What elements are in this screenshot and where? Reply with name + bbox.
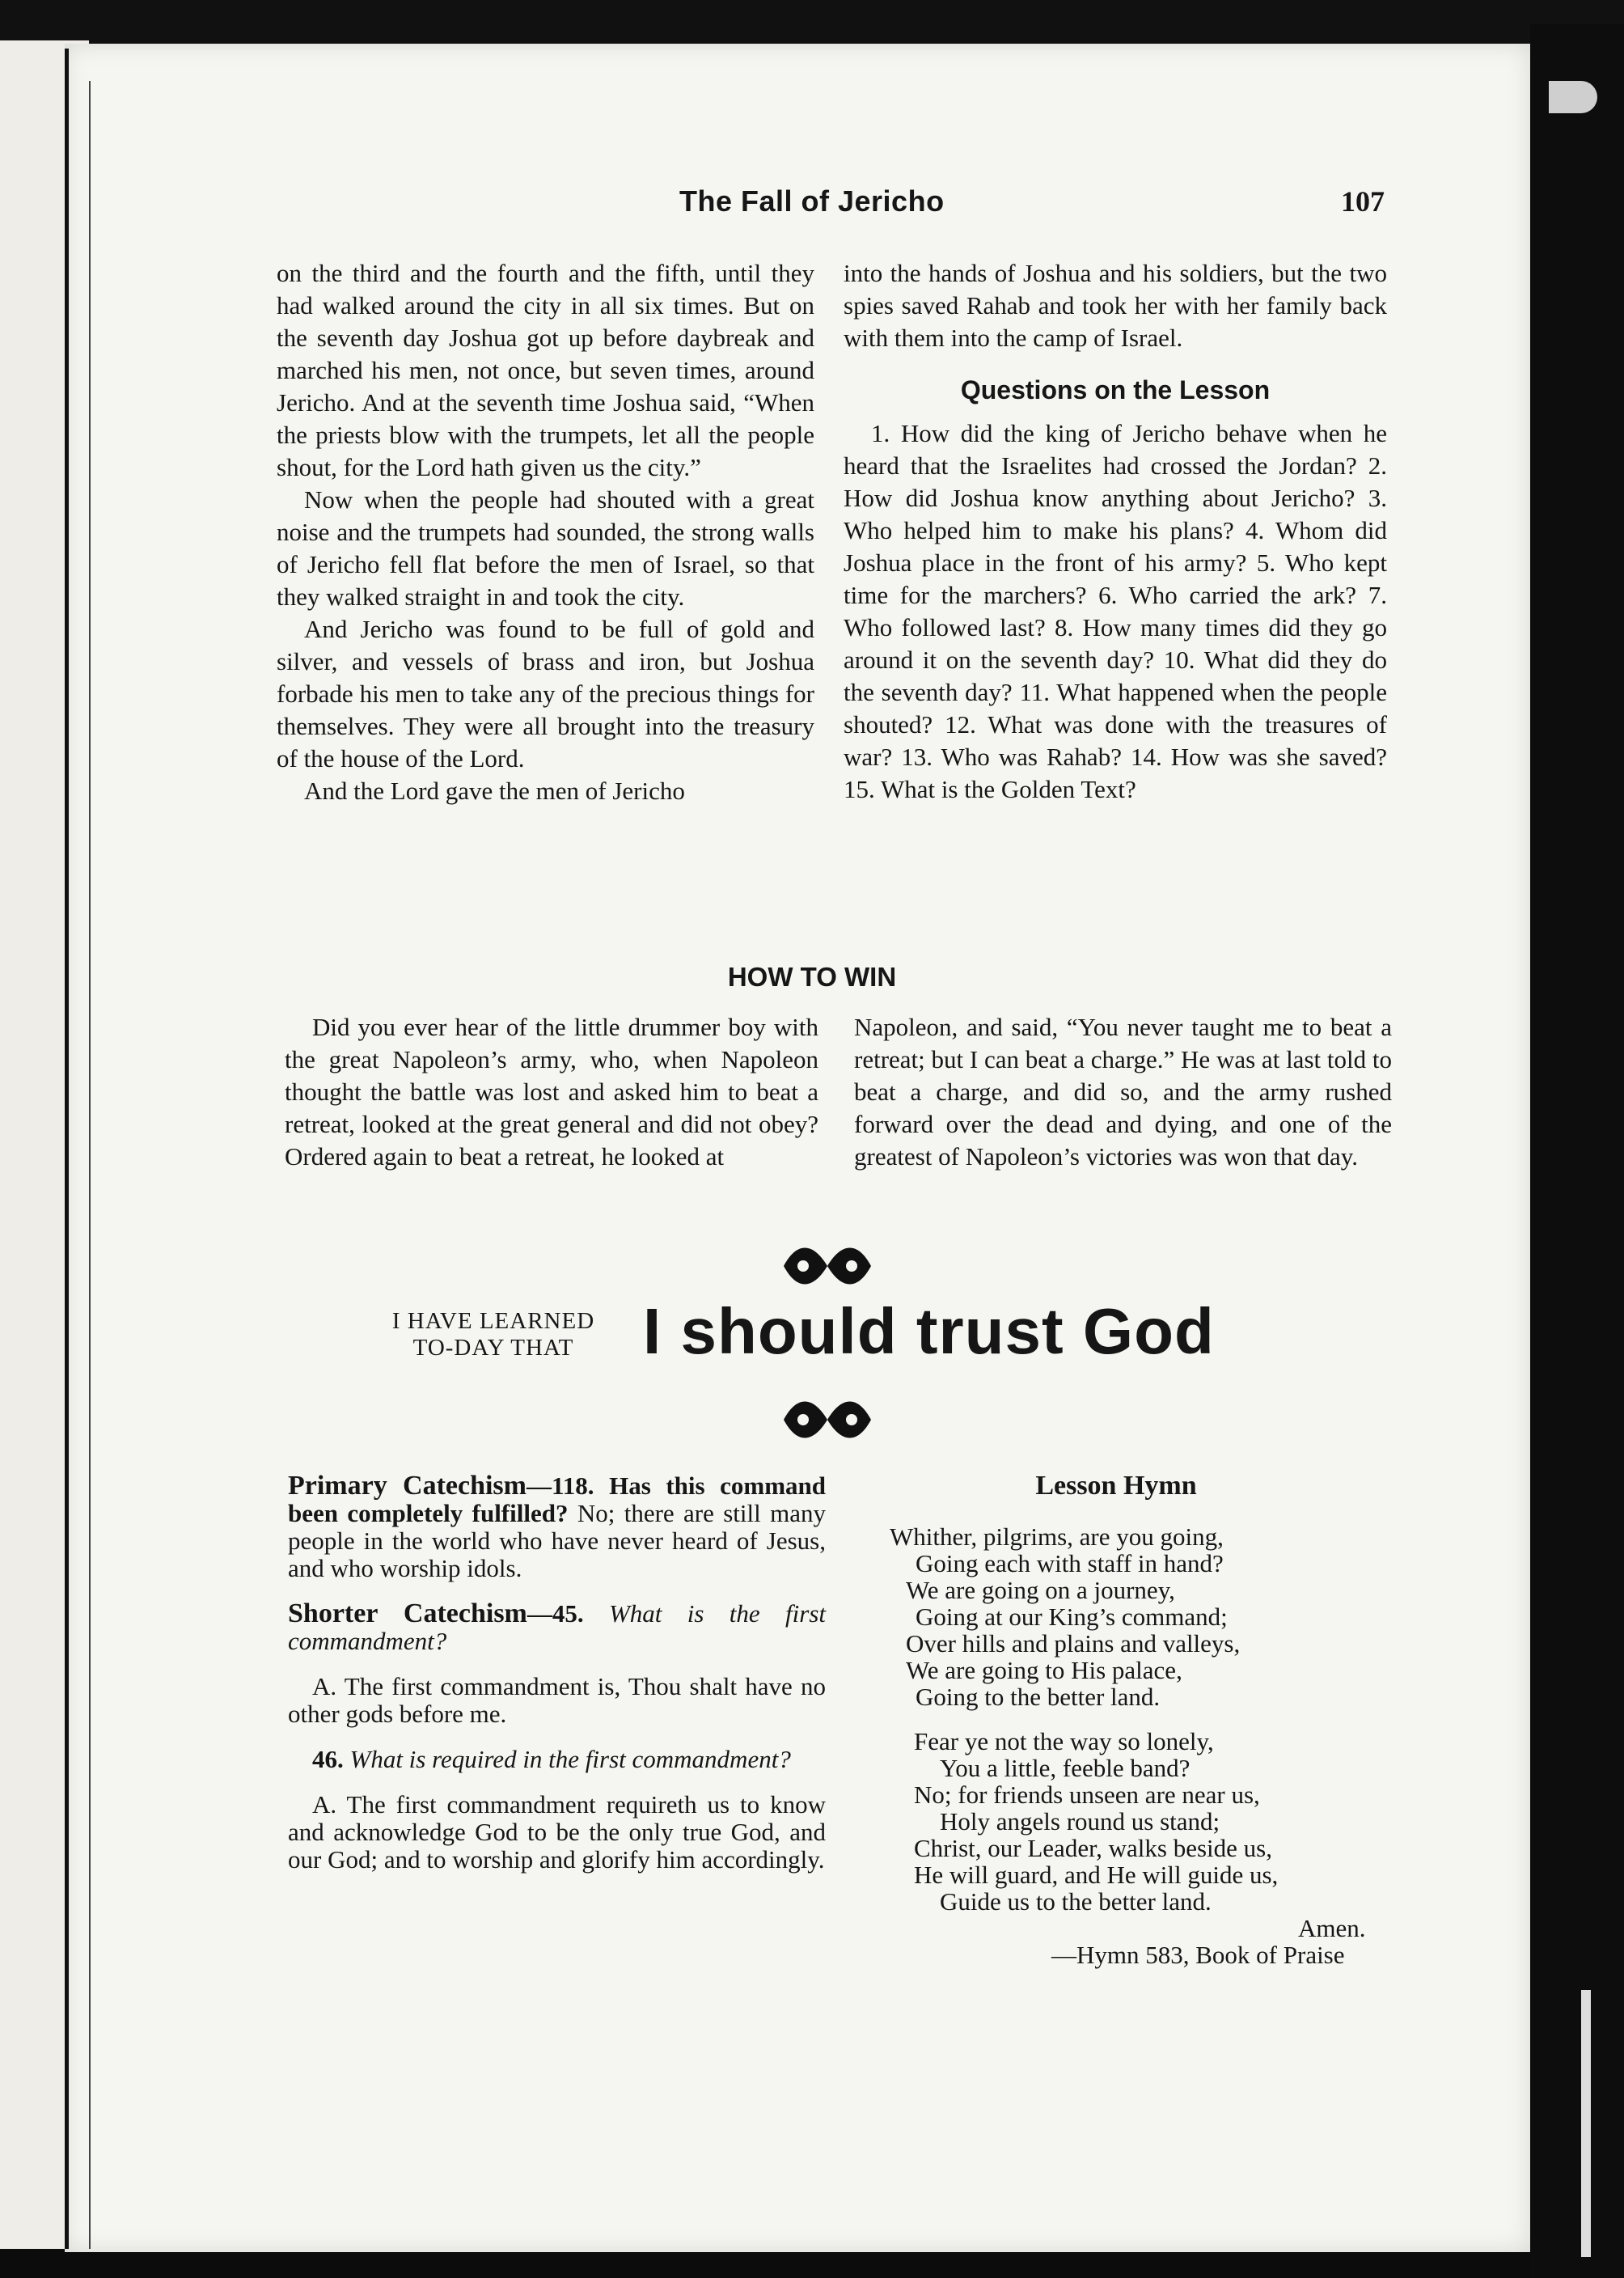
page-header bbox=[0, 184, 1624, 233]
hymn-line: Going to the better land. bbox=[916, 1683, 1161, 1711]
story-paragraph: Did you ever hear of the little drummer boy with the great Napoleon’s army, who, when Napoleon thought the battle was lost and asked him to beat a retreat, looked at the great general and did not obey? Ordered again to beat a retreat, he looked at bbox=[285, 1013, 818, 1171]
question-number: —45. bbox=[527, 1599, 584, 1628]
story-paragraph: Napoleon, and said, “You never taught me to beat a retreat; but I can beat a charge.” He was at last told to beat a charge, and did so, and the army rushed forward over the dead and dying, and one of the greatest of Napoleon’s victories was won that day. bbox=[854, 1013, 1392, 1171]
questions-text: 1. How did the king of Jericho behave when he heard that the Israelites had crossed the Jordan? 2. How did Joshua know anything about Jericho? 3. Who helped him to make his plans? 4. Whom did Joshua place in the front of his army? 5. Who kept time for the marchers? 6. Who carried the ark? 7. Who followed last? 8. How many times did they go around it on the seventh day? 10. What did they do the seventh day? 11. What happened when the people shouted? 12. What was done with the treasures of war? 13. Who was Rahab? 14. How was she saved? 15. What is the Golden Text? bbox=[844, 419, 1387, 803]
hymn-line: Fear ye not the way so lonely, bbox=[914, 1727, 1214, 1755]
primary-catechism-label: Primary Catechism bbox=[288, 1471, 527, 1501]
learned-statement: I should trust God bbox=[643, 1295, 1215, 1367]
answer-text: A. The first commandment requireth us to know and acknowledge God to be the only true God, and our God; and to worship and glorify him accordingly. bbox=[288, 1790, 826, 1874]
questions-heading: Questions on the Lesson bbox=[960, 375, 1271, 404]
shorter-catechism-q45 bbox=[288, 1600, 826, 1655]
lesson-paragraph: on the third and the fourth and the fifth, until they had walked around the city in all six times. But on the seventh day Joshua got up before daybreak and marched his men, not once, but seven times, around Jericho. And at the seventh time Joshua said, “When the priests blow with the trumpets, let all the people shout, for the Lord hath given us the city.” bbox=[277, 259, 814, 481]
hymn-line: Holy angels round us stand; bbox=[940, 1807, 1220, 1836]
ornament-icon bbox=[779, 1391, 876, 1448]
question-text: What is required in the first commandment? bbox=[349, 1745, 791, 1773]
hymn-line: Guide us to the better land. bbox=[940, 1887, 1212, 1916]
primary-catechism-question: —118. Has this command been completely fulfilled? bbox=[288, 1471, 826, 1527]
lesson-paragraph: into the hands of Joshua and his soldiers, but the two spies saved Rahab and took her with her family back with them into the camp of Israel. bbox=[844, 259, 1387, 352]
hymn-line: We are going to His palace, bbox=[906, 1656, 1182, 1684]
hymn-line: Whither, pilgrims, are you going, bbox=[890, 1522, 1224, 1551]
ornament-icon bbox=[779, 1238, 876, 1294]
catechism-section bbox=[288, 1472, 826, 1874]
lesson-hymn bbox=[890, 1472, 1407, 1968]
page-title: The Fall of Jericho bbox=[679, 184, 945, 218]
story-left-column bbox=[285, 1011, 818, 1173]
how-to-win-heading: HOW TO WIN bbox=[727, 962, 897, 992]
hymn-line: Over hills and plains and valleys, bbox=[906, 1629, 1241, 1658]
learned-label bbox=[360, 1308, 627, 1361]
scan-right-edge bbox=[1530, 24, 1624, 2278]
primary-catechism bbox=[288, 1472, 826, 1582]
hymn-line: We are going on a journey, bbox=[906, 1576, 1175, 1604]
hymn-amen: Amen. bbox=[1298, 1914, 1366, 1942]
binding-line-inner bbox=[89, 81, 91, 2249]
hymn-credit: —Hymn 583, Book of Praise bbox=[1051, 1941, 1345, 1969]
lesson-paragraph: And Jericho was found to be full of gold and silver, and vessels of brass and iron, but Joshua forbade his men to take any of the precious things for themselves. They were all brought into the treasury of the house of the Lord. bbox=[277, 615, 814, 773]
lesson-paragraph: And the Lord gave the men of Jericho bbox=[304, 777, 685, 805]
primary-catechism-answer: No; there are still many people in the world who have never heard of Jesus, and who worship idols. bbox=[288, 1499, 826, 1582]
learned-label-line: I HAVE LEARNED bbox=[391, 1308, 595, 1334]
lesson-right-column bbox=[844, 257, 1387, 806]
hymn-line: Christ, our Leader, walks beside us, bbox=[914, 1834, 1272, 1862]
hymn-title: Lesson Hymn bbox=[1035, 1471, 1197, 1501]
question-text: What is the first commandment? bbox=[288, 1599, 827, 1655]
shorter-catechism-q46 bbox=[288, 1746, 826, 1773]
question-number: 46. bbox=[312, 1745, 344, 1773]
page-number: 107 bbox=[1341, 185, 1385, 218]
lesson-left-column bbox=[277, 257, 814, 807]
lesson-paragraph: Now when the people had shouted with a great noise and the trumpets had sounded, the strong walls of Jericho fell flat before the men of Israel, so that they walked straight in and took the city. bbox=[277, 485, 814, 611]
scan-top-edge bbox=[0, 0, 1624, 49]
binding-line bbox=[65, 49, 69, 2249]
hymn-line: He will guard, and He will guide us, bbox=[914, 1861, 1279, 1889]
edge-strip bbox=[1581, 1990, 1591, 2257]
hymn-line: No; for friends unseen are near us, bbox=[914, 1780, 1260, 1809]
answer-text: A. The first commandment is, Thou shalt have no other gods before me. bbox=[288, 1672, 826, 1728]
hymn-line: Going each with staff in hand? bbox=[916, 1549, 1224, 1577]
clip-tab-icon bbox=[1549, 81, 1597, 113]
shorter-catechism-label: Shorter Catechism bbox=[288, 1598, 527, 1628]
hymn-line: You a little, feeble band? bbox=[940, 1754, 1191, 1782]
story-right-column bbox=[854, 1011, 1392, 1173]
learned-label-line: TO-DAY THAT bbox=[412, 1335, 574, 1361]
hymn-line: Going at our King’s command; bbox=[916, 1603, 1228, 1631]
